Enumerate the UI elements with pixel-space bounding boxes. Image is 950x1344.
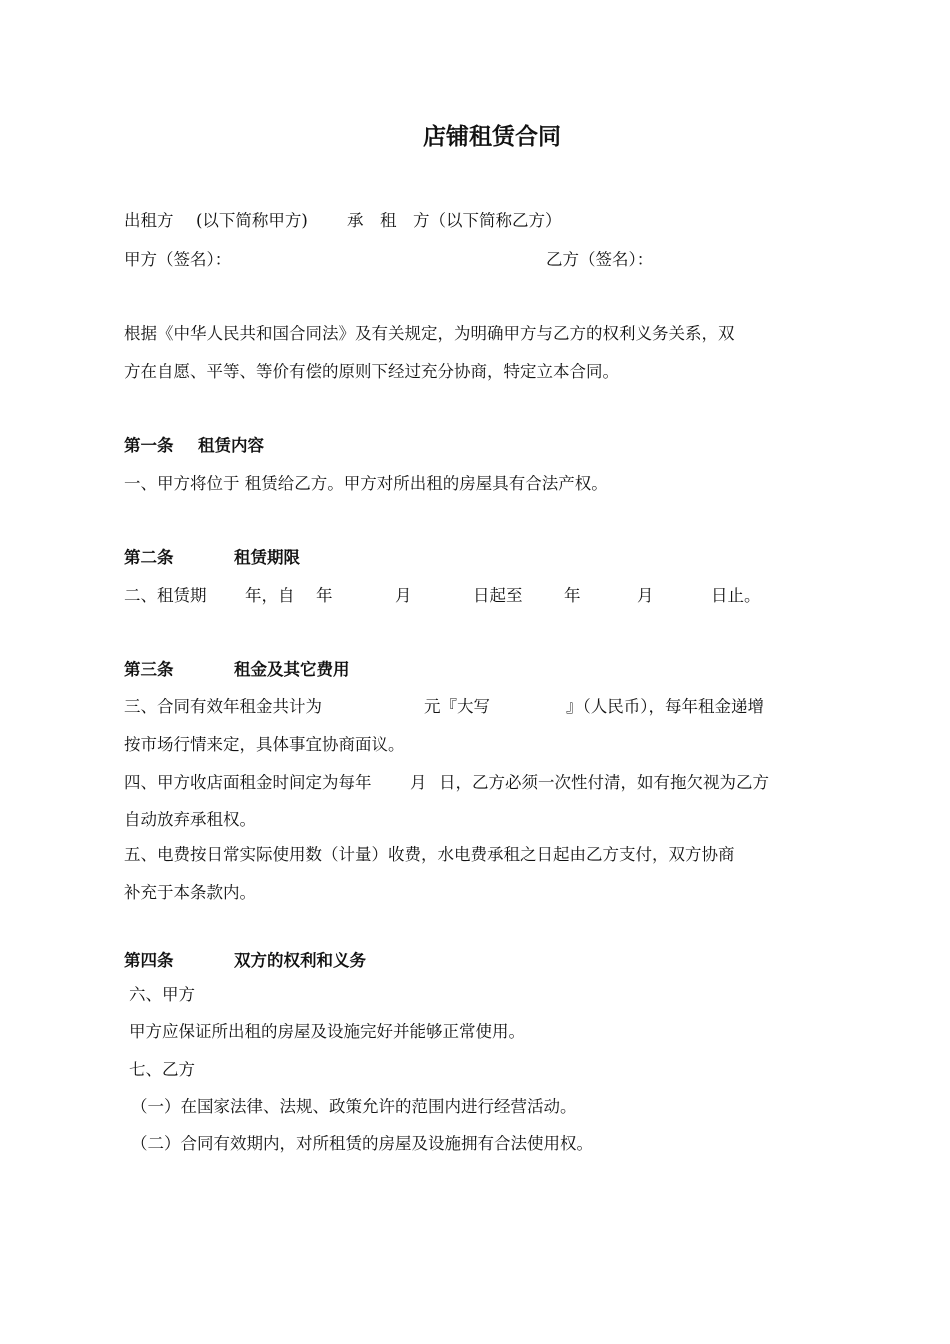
payment-forfeit-line: 自动放弃承租权。 [124,810,256,829]
article-3-number: 第三条 [124,660,174,679]
term-month-start: 月 [395,586,412,605]
utility-fee-line-2: 补充于本条款内。 [124,883,256,902]
party-a-signature: 甲方（签名）： [124,250,232,269]
payment-time-label: 四、甲方收店面租金时间定为每年 [124,773,372,792]
term-year-from: 年，自 [245,586,295,605]
rent-amount-uppercase: 元『大写 [424,697,490,716]
preamble-line-2: 方在自愿、平等、等价有偿的原则下经过充分协商，特定立本合同。 [124,362,619,381]
article-2-number: 第二条 [124,548,174,567]
payment-day-clause: 日，乙方必须一次性付清，如有拖欠视为乙方 [439,773,769,792]
party-b-right-2: （二）合同有效期内，对所租赁的房屋及设施拥有合法使用权。 [131,1134,593,1153]
term-year-end: 年 [564,586,581,605]
rent-amount-currency: 』（人民币），每年租金递增 [566,697,764,716]
document-title: 店铺租赁合同 [423,124,561,150]
party-b-signature: 乙方（签名）： [546,250,654,269]
party-a-section-label: 六、甲方 [129,985,195,1004]
article-2-heading: 租赁期限 [234,548,300,567]
rent-amount-label: 三、合同有效年租金共计为 [124,697,322,716]
lessee-label: 承 租 方（以下简称乙方） [347,211,562,230]
lessor-note: (以下简称甲方) [196,211,308,230]
article-1-number: 第一条 [124,436,174,455]
preamble-line-1: 根据《中华人民共和国合同法》及有关规定，为明确甲方与乙方的权利义务关系，双 [124,324,735,343]
term-day-end: 日止。 [711,586,761,605]
party-b-right-1: （一）在国家法律、法规、政策允许的范围内进行经营活动。 [131,1097,577,1116]
term-label: 二、租赁期 [124,586,207,605]
article-4-heading: 双方的权利和义务 [234,951,366,970]
party-a-duty: 甲方应保证所出租的房屋及设施完好并能够正常使用。 [129,1022,525,1041]
rent-increase-line: 按市场行情来定，具体事宜协商面议。 [124,735,405,754]
term-month-end: 月 [637,586,654,605]
article-1-heading: 租赁内容 [198,436,264,455]
lessor-label: 出租方 [124,211,174,230]
article-1-clause: 一、甲方将位于 租赁给乙方。甲方对所出租的房屋具有合法产权。 [124,474,608,493]
article-4-number: 第四条 [124,951,174,970]
term-day-start: 日起至 [473,586,523,605]
utility-fee-line-1: 五、电费按日常实际使用数（计量）收费，水电费承租之日起由乙方支付，双方协商 [124,845,735,864]
payment-month: 月 [410,773,427,792]
party-b-section-label: 七、乙方 [129,1060,195,1079]
article-3-heading: 租金及其它费用 [234,660,350,679]
term-year-start: 年 [316,586,333,605]
